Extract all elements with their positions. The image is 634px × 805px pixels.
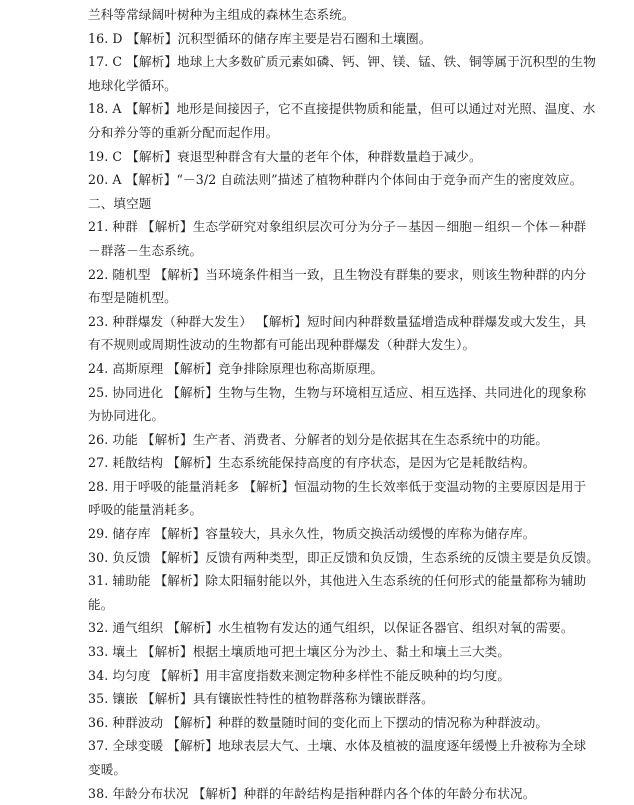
text-line: 22. 随机型 【解析】当环境条件相当一致，且生物没有群集的要求，则该生物种群的内分 (88, 266, 587, 282)
text-line: 地球化学循环。 (88, 77, 177, 93)
text-line: 分和养分等的重新分配而起作用。 (88, 124, 279, 140)
text-line: 16. D 【解析】沉积型循环的储存库主要是岩石圈和土壤圈。 (88, 30, 432, 46)
text-line: 27. 耗散结构 【解析】生态系统能保持高度的有序状态，是因为它是耗散结构。 (88, 455, 536, 471)
text-line: 兰科等常绿阔叶树种为主组成的森林生态系统。 (88, 7, 355, 22)
text-line: 20. A 【解析】“－3/2 自疏法则”描述了植物种群内个体间由于竞争而产生的密度效应。 (88, 172, 583, 188)
text-line: 25. 协同进化 【解析】生物与生物，生物与环境相互适应、相互选择、共同进化的现象称 (88, 384, 587, 400)
text-line: 呼吸的能量消耗多。 (88, 502, 203, 518)
text-line: 38. 年龄分布状况 【解析】种群的年龄结构是指种群内各个体的年龄分布状况。 (88, 785, 536, 801)
text-line: 为协同进化。 (88, 408, 165, 424)
text-line: 18. A 【解析】地形是间接因子，它不直接提供物质和能量，但可以通过对光照、温度、水 (88, 101, 596, 117)
text-line: 32. 通气组织 【解析】水生植物有发达的通气组织，以保证各器官、组织对氧的需要。 (88, 620, 574, 636)
text-line: 24. 高斯原理 【解析】竞争排除原理也称高斯原理。 (88, 360, 384, 376)
text-line: 29. 储存库 【解析】容量较大，具永久性，物质交换活动缓慢的库称为储存库。 (88, 526, 536, 542)
text-line: 37. 全球变暖 【解析】地球表层大气、土壤、水体及植被的温度逐年缓慢上升被称为全球 (88, 738, 587, 754)
text-line: 23. 种群爆发（种群大发生） 【解析】短时间内种群数量猛增造成种群爆发或大发生，具 (88, 313, 587, 329)
text-line: 21. 种群 【解析】生态学研究对象组织层次可分为分子－基因－细胞－组织－个体－种群 (88, 219, 587, 235)
text-line: 35. 镶嵌 【解析】具有镶嵌性特性的植物群落称为镶嵌群落。 (88, 691, 434, 707)
text-line: 36. 种群波动 【解析】种群的数量随时间的变化而上下摆动的情况称为种群波动。 (88, 714, 549, 730)
text-line: 变暖。 (88, 762, 127, 777)
text-line: 34. 均匀度 【解析】用丰富度指数来测定物种多样性不能反映种的均匀度。 (88, 667, 511, 683)
text-line: 17. C 【解析】地球上大多数矿质元素如磷、钙、钾、镁、锰、铁、铜等属于沉积型的生物 (88, 54, 596, 70)
text-line: 19. C 【解析】衰退型种群含有大量的老年个体，种群数量趋于减少。 (88, 148, 482, 164)
text-line: 能。 (88, 596, 114, 612)
text-line: 33. 壤土 【解析】根据土壤质地可把土壤区分为沙土、黏土和壤土三大类。 (88, 644, 511, 660)
section-heading: 二、填空题 (88, 195, 152, 211)
text-line: 有不规则或周期性波动的生物都有可能出现种群爆发（种群大发生）。 (88, 337, 476, 353)
text-line: 31. 辅助能 【解析】除太阳辐射能以外，其他进入生态系统的任何形式的能量都称为辅助 (88, 573, 587, 589)
text-line: 30. 负反馈 【解析】反馈有两种类型，即正反馈和负反馈，生态系统的反馈主要是负反馈。 (88, 549, 599, 565)
text-line: 26. 功能 【解析】生产者、消费者、分解者的划分是依据其在生态系统中的功能。 (88, 431, 549, 447)
text-line: －群落－生态系统。 (88, 242, 203, 258)
text-line: 28. 用于呼吸的能量消耗多 【解析】恒温动物的生长效率低于变温动物的主要原因是用于 (88, 478, 587, 494)
text-line: 布型是随机型。 (88, 290, 177, 306)
